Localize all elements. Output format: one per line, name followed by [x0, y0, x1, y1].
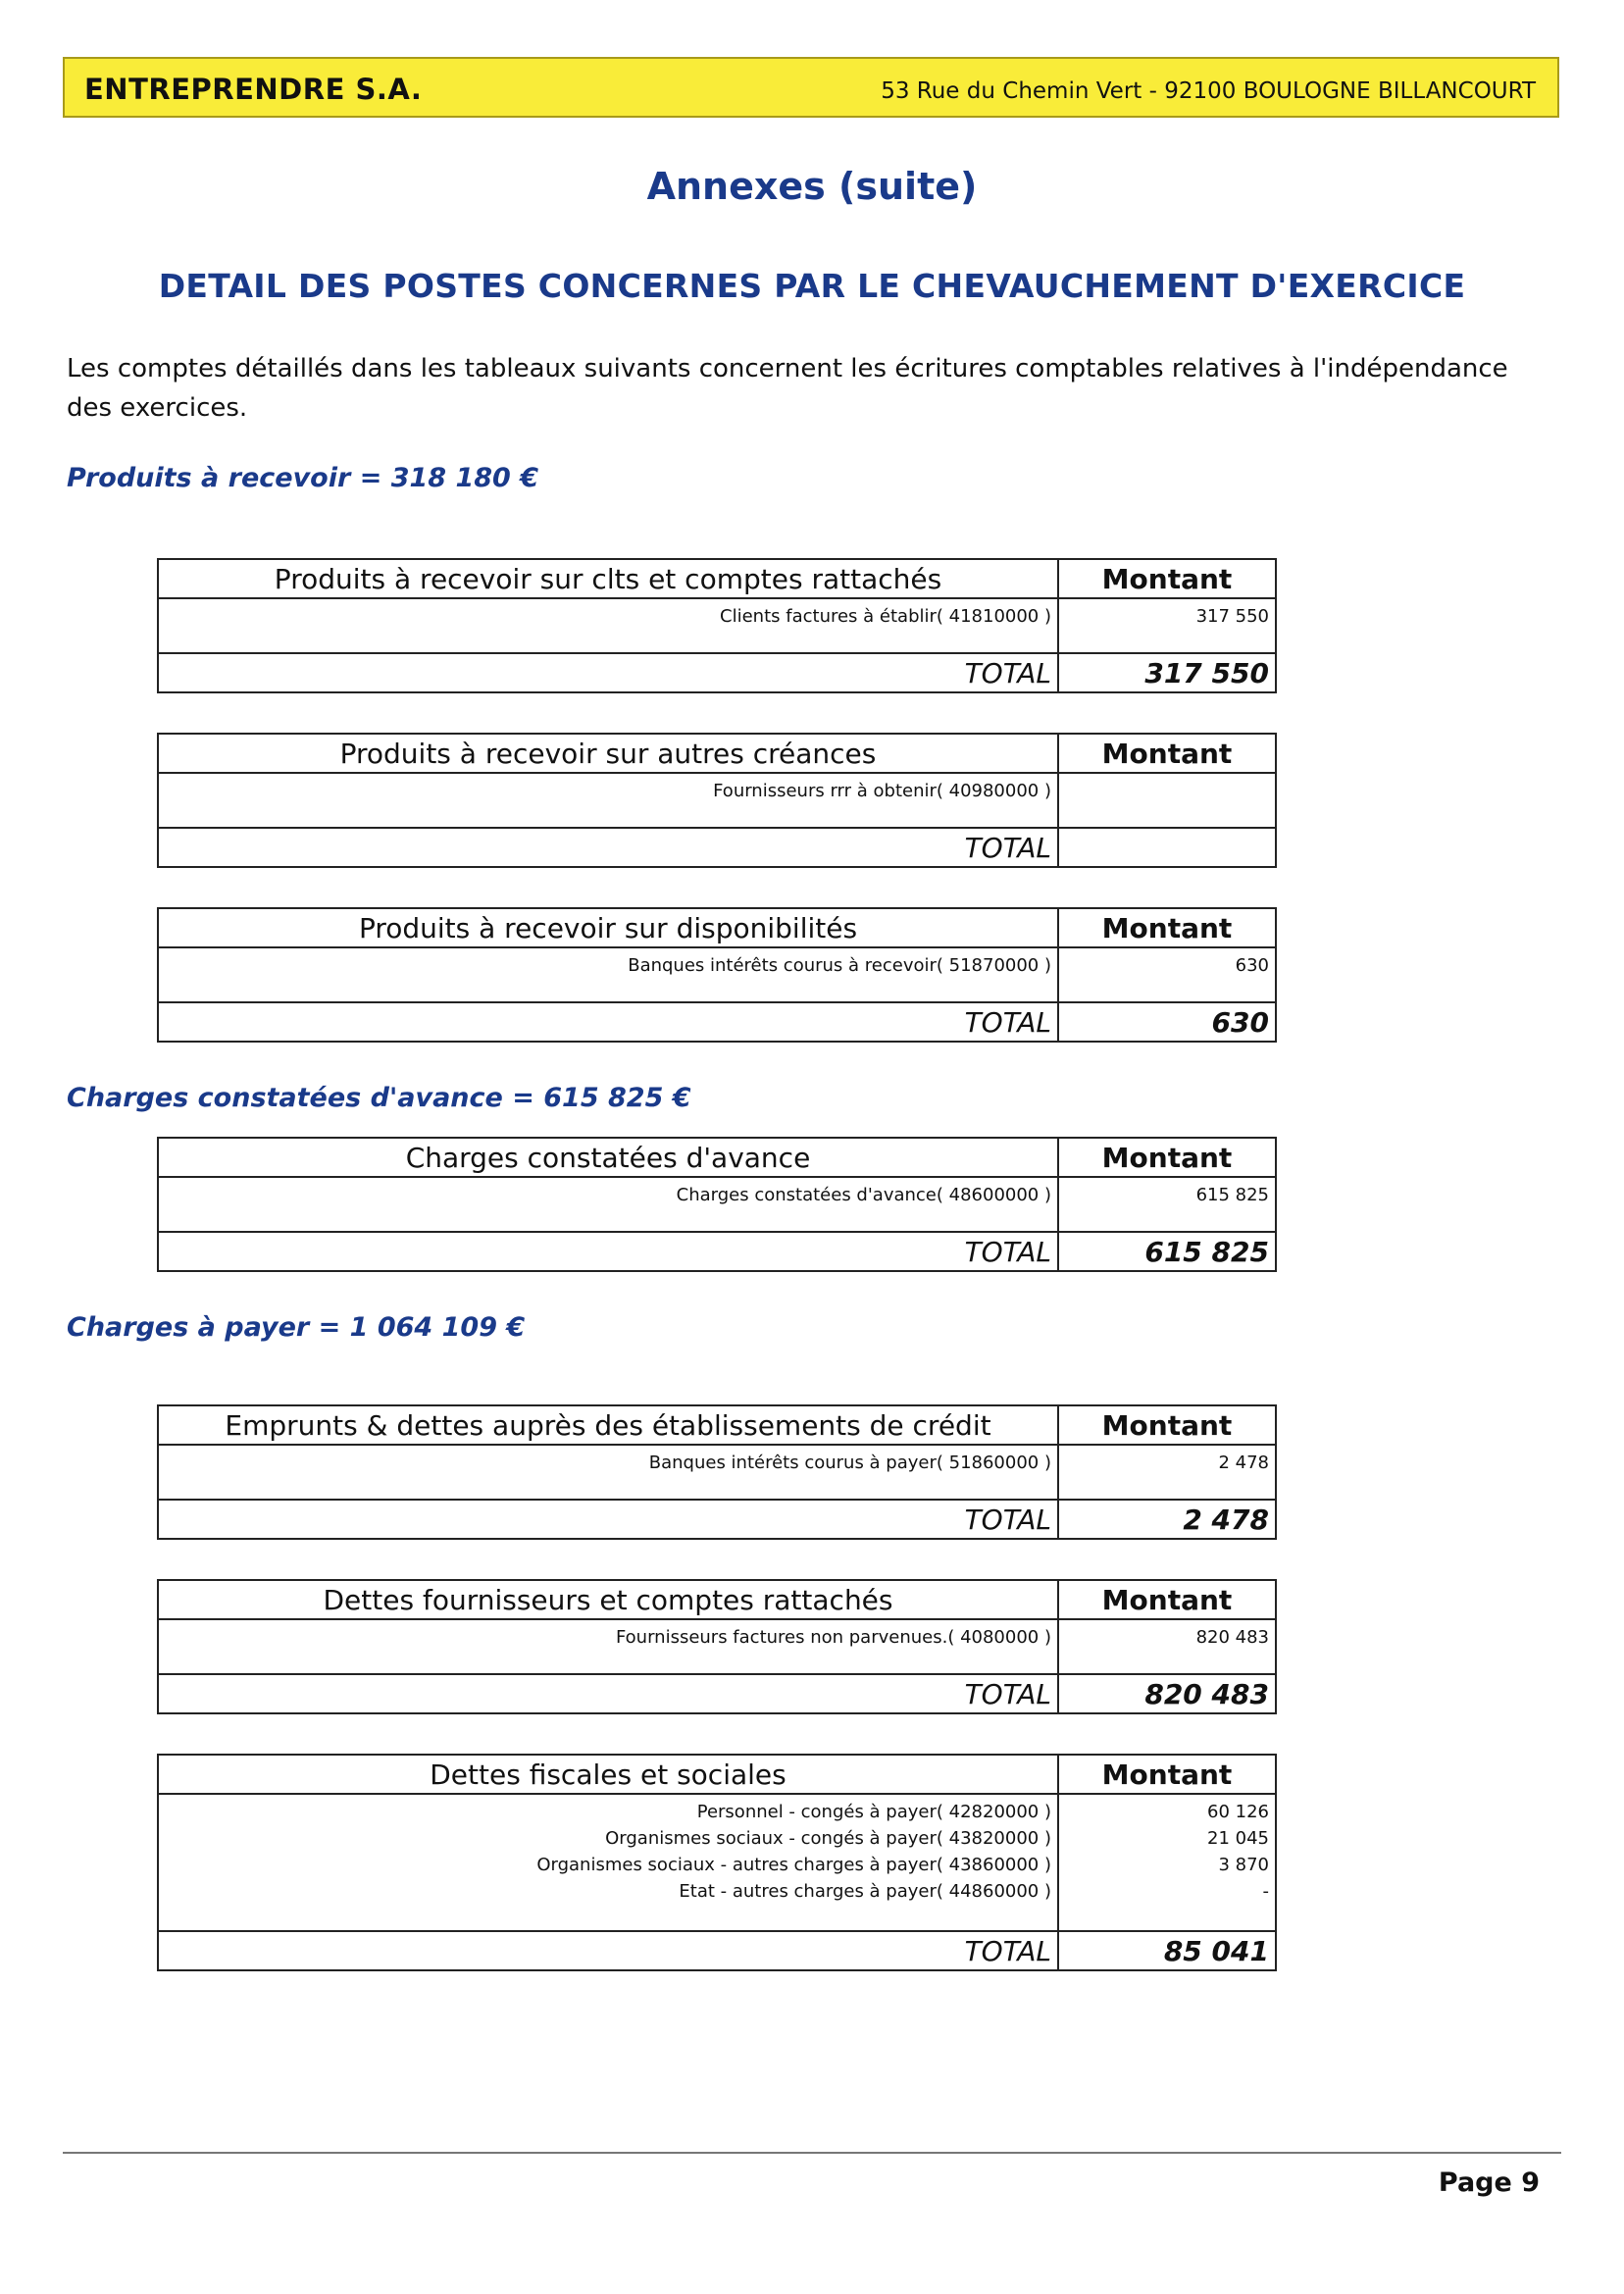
- total-amount: 85 041: [1058, 1931, 1276, 1970]
- amount-header: Montant: [1058, 908, 1276, 947]
- table-emprunts-dettes: [157, 1404, 1277, 1540]
- row-label: Personnel - congés à payer( 42820000 ): [696, 1802, 1051, 1822]
- amount-header: Montant: [1058, 1580, 1276, 1619]
- table-row-label: [158, 1177, 1058, 1232]
- total-amount: 630: [1058, 1002, 1276, 1042]
- total-label: TOTAL: [158, 1232, 1058, 1271]
- total-label: TOTAL: [158, 1002, 1058, 1042]
- table-dettes-fournisseurs: [157, 1579, 1277, 1714]
- row-label: Organismes sociaux - autres charges à payer( 43860000 ): [536, 1855, 1051, 1875]
- section-heading-charges-payer: Charges à payer = 1 064 109 €: [67, 1312, 526, 1343]
- row-label: Fournisseurs factures non parvenues.( 4080000 ): [615, 1627, 1051, 1648]
- row-label: Organismes sociaux - congés à payer( 43820000 ): [605, 1828, 1051, 1849]
- amount-header: Montant: [1058, 1405, 1276, 1445]
- table-title: Produits à recevoir sur clts et comptes rattachés: [158, 559, 1058, 598]
- table-title: Emprunts & dettes auprès des établissements de crédit: [158, 1405, 1058, 1445]
- company-address: 53 Rue du Chemin Vert - 92100 BOULOGNE BILLANCOURT: [881, 78, 1536, 104]
- table-row-label: [158, 1445, 1058, 1500]
- row-amount: [1065, 778, 1269, 804]
- table-title: Produits à recevoir sur autres créances: [158, 734, 1058, 773]
- total-label: TOTAL: [158, 653, 1058, 692]
- row-amount: 2 478: [1218, 1453, 1269, 1473]
- total-label: TOTAL: [158, 828, 1058, 867]
- amount-header: Montant: [1058, 1138, 1276, 1177]
- row-amount: -: [1262, 1881, 1269, 1902]
- page-subtitle: DETAIL DES POSTES CONCERNES PAR LE CHEVAUCHEMENT D'EXERCICE: [158, 267, 1466, 305]
- total-amount: [1058, 828, 1276, 867]
- table-title: Dettes fournisseurs et comptes rattachés: [158, 1580, 1058, 1619]
- total-amount: 2 478: [1058, 1500, 1276, 1539]
- row-amount: 21 045: [1207, 1828, 1269, 1849]
- table-row-labels: [158, 1794, 1058, 1931]
- table-produits-creances: [157, 733, 1277, 868]
- total-label: TOTAL: [158, 1931, 1058, 1970]
- row-label: Etat - autres charges à payer( 44860000 ): [679, 1881, 1051, 1902]
- row-label: Clients factures à établir( 41810000 ): [720, 606, 1051, 627]
- footer-divider: [63, 2152, 1561, 2154]
- table-row-amount: [1058, 773, 1276, 828]
- row-label: Banques intérêts courus à recevoir( 51870000 ): [628, 955, 1051, 976]
- total-amount: 317 550: [1058, 653, 1276, 692]
- total-label: TOTAL: [158, 1674, 1058, 1713]
- amount-header: Montant: [1058, 734, 1276, 773]
- table-dettes-fiscales: [157, 1754, 1277, 1971]
- table-row-amount: [1058, 1177, 1276, 1232]
- section-heading-charges-avance: Charges constatées d'avance = 615 825 €: [67, 1083, 691, 1113]
- total-amount: 820 483: [1058, 1674, 1276, 1713]
- total-label: TOTAL: [158, 1500, 1058, 1539]
- total-amount: 615 825: [1058, 1232, 1276, 1271]
- table-title: Produits à recevoir sur disponibilités: [158, 908, 1058, 947]
- table-title: Charges constatées d'avance: [158, 1138, 1058, 1177]
- company-header: [63, 57, 1559, 118]
- table-row-amounts: [1058, 1794, 1276, 1931]
- company-name: ENTREPRENDRE S.A.: [84, 73, 423, 106]
- table-row-label: [158, 773, 1058, 828]
- table-row-amount: [1058, 1619, 1276, 1674]
- row-label: Charges constatées d'avance( 48600000 ): [676, 1185, 1051, 1205]
- row-amount: 317 550: [1195, 606, 1269, 627]
- table-row-amount: [1058, 1445, 1276, 1500]
- page-title: Annexes (suite): [646, 165, 978, 208]
- row-amount: 3 870: [1218, 1855, 1269, 1875]
- table-title: Dettes fiscales et sociales: [158, 1755, 1058, 1794]
- table-row-label: [158, 598, 1058, 653]
- table-produits-disponibilites: [157, 907, 1277, 1043]
- table-row-amount: [1058, 598, 1276, 653]
- row-amount: 60 126: [1207, 1802, 1269, 1822]
- table-row-amount: [1058, 947, 1276, 1002]
- section-heading-produits: Produits à recevoir = 318 180 €: [67, 463, 539, 493]
- page-number: Page 9: [1438, 2167, 1540, 2198]
- amount-header: Montant: [1058, 559, 1276, 598]
- row-label: Banques intérêts courus à payer( 51860000 ): [648, 1453, 1051, 1473]
- table-produits-clients: [157, 558, 1277, 693]
- row-amount: 615 825: [1195, 1185, 1269, 1205]
- intro-paragraph: Les comptes détaillés dans les tableaux suivants concernent les écritures comptables relatives à l'indépendance des exercices.: [67, 354, 1508, 423]
- row-amount: 630: [1235, 955, 1269, 976]
- amount-header: Montant: [1058, 1755, 1276, 1794]
- row-amount: 820 483: [1195, 1627, 1269, 1648]
- table-row-label: [158, 1619, 1058, 1674]
- row-label: Fournisseurs rrr à obtenir( 40980000 ): [713, 781, 1051, 801]
- table-charges-avance: [157, 1137, 1277, 1272]
- table-row-label: [158, 947, 1058, 1002]
